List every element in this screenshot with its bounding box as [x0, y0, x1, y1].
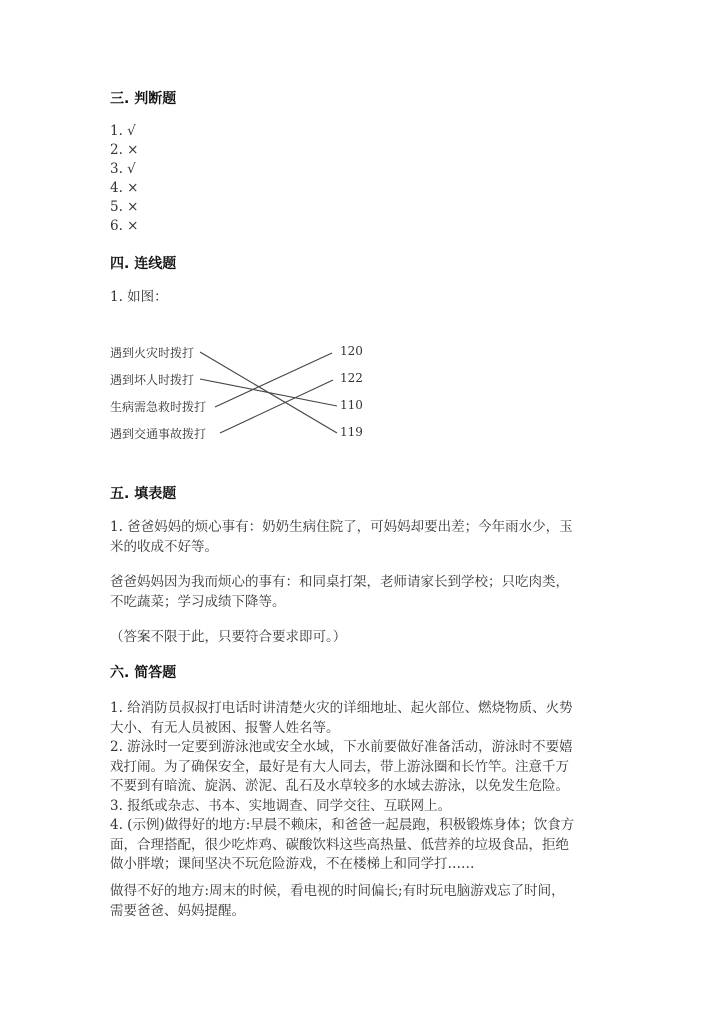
match-left-fire: 遇到火灾时拨打	[110, 346, 195, 360]
line-emergency-120	[215, 353, 332, 407]
short-answers: 1. 给消防员叔叔打电话时讲清楚火灾的详细地址、起火部位、燃烧物质、火势 大小、有无人员被困、报警人姓名等。 2. 游泳时一定要到游泳池或安全水域，下水前要做好准备活动，游泳时不要嬉 戏打闹。为了确保安全，最好是有大人同去，带上游泳圈和长竹竿。注意千万 不要到有暗流、旋涡、淤泥、乱石及水草较多的水域去游泳，以免发生危险。 3. 报纸或杂志、书本、实地调查、同学交往、互联网上。 4. (示例)做得好的地方:早晨不赖床，和爸爸一起晨跑，积极锻炼身体；饮食方 面，合理搭配，很少吃炸鸡、碳酸饮料这些高热量、低营养的垃圾食品，拒绝 做小胖墩；课间坚决不玩危险游戏，不在楼梯上和同学打……	[110, 700, 575, 872]
match-left-bad-person: 遇到坏人时拨打	[110, 373, 195, 387]
match-right-122: 122	[340, 371, 363, 385]
matching-question-1: 1. 如图：	[110, 289, 168, 305]
fill-answer-1: 1. 爸爸妈妈的烦心事有：奶奶生病住院了，可妈妈却要出差；今年雨水少，玉 米的收成不好等。	[110, 519, 573, 555]
section-4-title: 四. 连线题	[110, 256, 177, 272]
section-3-title: 三. 判断题	[110, 91, 177, 107]
section-6-title: 六. 简答题	[110, 665, 177, 681]
match-right-119: 119	[340, 425, 363, 439]
line-traffic-122	[220, 380, 333, 433]
match-right-110: 110	[340, 398, 363, 412]
fill-answer-note: （答案不限于此，只要符合要求即可。）	[110, 629, 347, 645]
short-answer-4-tail: 做得不好的地方:周末的时候，看电视的时间偏长;有时玩电脑游戏忘了时间， 需要爸爸、妈妈提醒。	[110, 883, 565, 919]
line-bad-person-110	[200, 379, 337, 406]
judgement-answer-4: 4. ×	[110, 180, 139, 196]
match-left-traffic: 遇到交通事故拨打	[110, 427, 207, 441]
judgement-answer-5: 5. ×	[110, 199, 139, 215]
section-5-title: 五. 填表题	[110, 486, 177, 502]
match-left-emergency: 生病需急救时拨打	[110, 400, 207, 414]
match-right-120: 120	[340, 344, 363, 358]
judgement-answer-2: 2. ×	[110, 142, 139, 158]
judgement-answer-6: 6. ×	[110, 218, 139, 234]
judgement-answer-3: 3. √	[110, 161, 136, 177]
fill-answer-2: 爸爸妈妈因为我而烦心的事有：和同桌打架，老师请家长到学校；只吃肉类， 不吃蔬菜；学习成绩下降等。	[110, 574, 569, 610]
judgement-answer-1: 1. √	[110, 123, 136, 139]
